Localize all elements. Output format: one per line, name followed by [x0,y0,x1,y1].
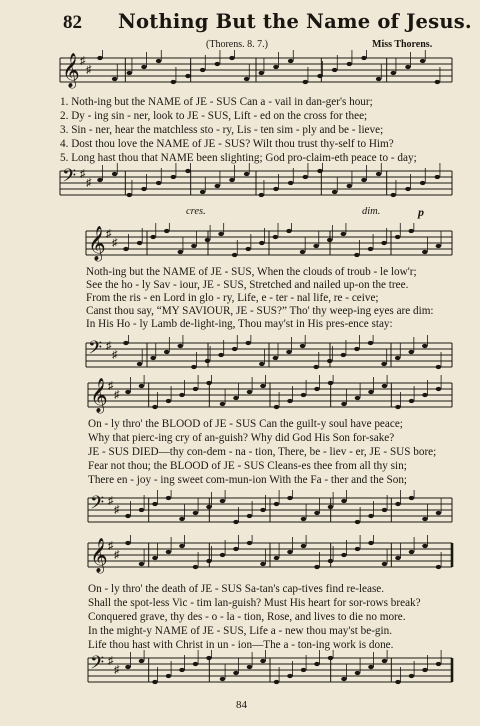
svg-text:♯: ♯ [106,228,112,240]
svg-text:♯: ♯ [114,664,120,676]
lyric-line: See the ho - ly Sav - iour, JE - SUS, Stretched and nailed up-on the tree. [86,279,409,291]
dynamic-cres: cres. [186,206,206,217]
hymn-meter: (Thorens. 8. 7.) [206,39,268,50]
staff-lines [0,223,480,267]
lyric-line: 4. Dost thou love the NAME of JE - SUS? Wilt thou trust thy-self to Him? [60,138,394,150]
lyric-line: 5. Long hast thou that NAME been slighting; God pro-claim-eth peace to - day; [60,152,417,164]
music-system-3-bass [0,490,480,534]
svg-text:𝄞: 𝄞 [90,378,108,413]
hymn-title: Nothing But the Name of Jesus. [118,10,472,33]
svg-text:♯: ♯ [114,504,120,516]
hymn-number: 82 [63,12,82,33]
lyric-line: In the might-y NAME of JE - SUS, Life a - new thou may'st be-gin. [88,625,393,637]
svg-text:𝄢: 𝄢 [90,493,105,518]
lyric-line: 1. Noth-ing but the NAME of JE - SUS Can a - vail in dan-ger's hour; [60,96,373,108]
staff-lines [0,490,480,534]
svg-text:♯: ♯ [108,540,114,552]
svg-text:♯: ♯ [112,349,118,361]
staff-lines [0,650,480,694]
svg-text:♯: ♯ [86,177,92,189]
lyric-line: 3. Sin - ner, hear the matchless sto - ry, Lis - ten sim - ply and be - lieve; [60,124,384,136]
composer: Miss Thorens. [372,39,433,50]
lyric-line: Why that pierc-ing cry of an-guish? Why did God His Son for-sake? [88,432,395,444]
lyric-line: Conquered grave, thy des - o - la - tion, Rose, and lives to die no more. [88,611,406,623]
lyric-line: Life thou hast with Christ in un - ion—The a - ton-ing work is done. [88,639,394,651]
lyric-line: Canst thou say, “MY SAVIOUR, JE - SUS?” Tho' thy weep-ing eyes are dim: [86,305,434,317]
dynamic-p: p [418,205,424,219]
svg-text:𝄢: 𝄢 [90,653,105,678]
svg-text:♯: ♯ [108,380,114,392]
lyric-line: JE - SUS DIED—thy con-dem - na - tion, There, be - liev - er, JE - SUS bore; [88,446,437,458]
svg-text:𝄢: 𝄢 [88,338,103,363]
svg-text:𝄞: 𝄞 [88,226,106,261]
svg-text:♯: ♯ [114,389,120,401]
svg-text:♯: ♯ [108,655,114,667]
svg-text:𝄢: 𝄢 [62,166,77,191]
music-system-4-bass [0,650,480,694]
music-system-3-treble [0,375,480,419]
staff-lines [0,535,480,579]
svg-text:𝄞: 𝄞 [62,53,80,88]
staff-lines [0,163,480,207]
lyric-line: Fear not thou; the BLOOD of JE - SUS Cleans-es thee from all thy sin; [88,460,407,472]
svg-text:♯: ♯ [112,237,118,249]
lyric-line: Noth-ing but the NAME of JE - SUS, When the clouds of troub - le low'r; [86,266,417,278]
lyric-line: On - ly thro' the death of JE - SUS Sa-tan's cap-tives find re-lease. [88,583,385,595]
lyric-line: There en - joy - ing sweet com-mun-ion With the Fa - ther and the Son; [88,474,408,486]
lyric-line: Shall the spot-less Vic - tim lan-guish? Must His heart for sor-rows break? [88,597,421,609]
svg-text:𝄞: 𝄞 [90,538,108,573]
music-system-1-bass [0,163,480,207]
lyric-line: 2. Dy - ing sin - ner, look to JE - SUS, Lift - ed on the cross for thee; [60,110,368,122]
staff-lines [0,375,480,419]
dynamic-dim: dim. [362,206,381,217]
staff-lines [0,335,480,379]
svg-text:♯: ♯ [114,549,120,561]
music-system-1-treble [0,50,480,94]
music-system-2-treble [0,223,480,267]
svg-text:♯: ♯ [80,168,86,180]
svg-text:♯: ♯ [86,64,92,76]
svg-text:♯: ♯ [80,55,86,67]
music-system-4-treble [0,535,480,579]
svg-text:♯: ♯ [108,495,114,507]
lyric-line: From the ris - en Lord in glo - ry, Life, e - ter - nal life, re - ceive; [86,292,379,304]
music-system-2-bass [0,335,480,379]
page-number: 84 [236,699,247,711]
staff-lines [0,50,480,94]
lyric-line: In His Ho - ly Lamb de-light-ing, Thou may'st in His pres-ence stay: [86,318,393,330]
svg-text:♯: ♯ [106,340,112,352]
lyric-line: On - ly thro' the BLOOD of JE - SUS Can the guilt-y soul have peace; [88,418,403,430]
